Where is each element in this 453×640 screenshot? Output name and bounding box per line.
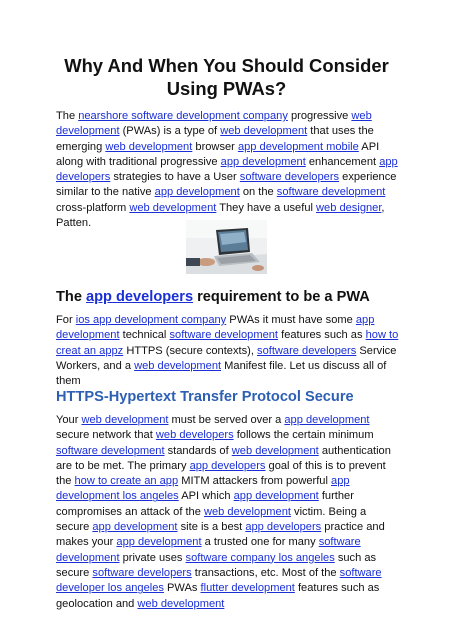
inline-link[interactable]: app development xyxy=(284,414,370,426)
text-run: Your xyxy=(56,414,82,426)
inline-link[interactable]: app development xyxy=(220,155,306,168)
inline-link[interactable]: nearshore software development company xyxy=(78,110,288,122)
inline-link[interactable]: software developer los angeles xyxy=(56,566,382,595)
text-run: practice and makes your xyxy=(56,521,385,549)
inline-link[interactable]: app development los angeles xyxy=(56,475,350,503)
inline-link[interactable]: app developers xyxy=(189,459,266,472)
text-run: private uses xyxy=(119,551,186,564)
inline-link[interactable]: web designer xyxy=(316,201,382,214)
inline-link[interactable]: software development xyxy=(169,329,279,342)
inline-link[interactable]: web development xyxy=(129,201,217,214)
text-run: strategies to have a User xyxy=(110,171,240,184)
inline-link[interactable]: web development xyxy=(231,444,319,457)
heading-link-app-developers[interactable]: app developers xyxy=(86,289,194,305)
text-run: The xyxy=(56,110,79,122)
inline-link[interactable]: software developers xyxy=(257,344,357,357)
inline-link[interactable]: software development xyxy=(276,186,386,199)
text-run: API along with traditional progressive xyxy=(56,140,380,168)
inline-link[interactable]: web development xyxy=(220,125,308,138)
inline-link[interactable]: web development xyxy=(56,110,372,138)
text-run: secure network that xyxy=(56,429,156,442)
section-heading-requirements: The app developers requirement to be a PWA xyxy=(56,289,370,305)
inline-link[interactable]: software developers xyxy=(92,566,192,579)
text-run: authentication are to be met. The primary xyxy=(56,444,391,472)
text-run: a trusted one for many xyxy=(201,536,319,549)
text-run: , Patten. xyxy=(56,201,385,230)
inline-link[interactable]: web developers xyxy=(155,429,234,442)
inline-link[interactable]: how to create an app xyxy=(74,475,179,488)
text-run: PWAs xyxy=(163,582,201,595)
text-run: must be served over a xyxy=(168,414,285,426)
text-run: victim. Being a secure xyxy=(56,505,367,534)
text-run: PWAs it must have some xyxy=(226,314,356,326)
inline-link[interactable]: app development xyxy=(154,186,240,199)
text-run: standards of xyxy=(164,444,232,457)
laptop-photo xyxy=(186,220,267,274)
inline-link[interactable]: app development mobile xyxy=(237,140,359,153)
text-run: features such as xyxy=(278,329,366,342)
inline-link[interactable]: app developers xyxy=(245,521,322,534)
inline-link[interactable]: how to creat an appz xyxy=(56,329,399,357)
text-run: (PWAs) is a type of xyxy=(119,125,221,138)
section-heading-https: HTTPS-Hypertext Transfer Protocol Secure xyxy=(56,389,354,405)
text-run: For xyxy=(56,314,76,326)
title-line-1: Why And When You Should Consider xyxy=(64,55,389,76)
inline-link[interactable]: app development xyxy=(233,490,319,503)
inline-link[interactable]: app developers xyxy=(56,155,398,184)
inline-link[interactable]: app development xyxy=(116,536,202,549)
text-run: transactions, etc. Most of the xyxy=(191,566,340,579)
https-paragraph xyxy=(56,413,399,612)
inline-link[interactable]: app development xyxy=(92,521,178,534)
text-run: such as secure xyxy=(56,551,377,579)
inline-link[interactable]: web development xyxy=(134,359,222,372)
text-run: follows the certain minimum xyxy=(233,429,374,442)
text-run: API which xyxy=(178,490,234,503)
text-run: further compromises an attack of the xyxy=(56,490,354,518)
inline-link[interactable]: web development xyxy=(105,140,193,153)
text-run: HTTPS (secure contexts), xyxy=(123,344,258,357)
inline-link[interactable]: ios app development company xyxy=(75,314,227,326)
text-run: Manifest file. Let us discuss all of them xyxy=(56,359,387,388)
text-run: Service Workers, and a xyxy=(56,344,397,372)
text-run: technical xyxy=(119,329,170,342)
intro-paragraph xyxy=(56,109,399,231)
title-line-2: Using PWAs? xyxy=(166,78,287,99)
text-run: on the xyxy=(239,186,277,199)
inline-link[interactable]: software development xyxy=(56,536,361,564)
inline-link[interactable]: web development xyxy=(203,505,291,518)
text-run: experience similar to the native xyxy=(56,171,397,199)
text-run: browser xyxy=(192,140,238,153)
text-run: goal of this is to prevent the xyxy=(56,459,386,488)
text-run: site is a best xyxy=(177,521,246,534)
inline-link[interactable]: flutter development xyxy=(200,582,295,595)
inline-link[interactable]: software company los angeles xyxy=(185,551,335,564)
text-run: features such as geolocation and xyxy=(56,582,380,610)
text-run: MITM attackers from powerful xyxy=(178,475,332,488)
inline-link[interactable]: web development xyxy=(81,414,169,426)
text-run: cross-platform xyxy=(56,201,130,214)
inline-link[interactable]: software development xyxy=(56,444,165,457)
page-title xyxy=(40,54,413,100)
requirements-paragraph xyxy=(56,313,399,389)
text-run: They have a useful xyxy=(216,201,317,214)
text-run: progressive xyxy=(287,110,352,122)
text-run: enhancement xyxy=(305,155,380,168)
text-run: that uses the emerging xyxy=(56,125,374,153)
inline-link[interactable]: web development xyxy=(137,597,225,610)
inline-link[interactable]: software developers xyxy=(239,171,340,184)
inline-link[interactable]: app development xyxy=(56,314,375,342)
